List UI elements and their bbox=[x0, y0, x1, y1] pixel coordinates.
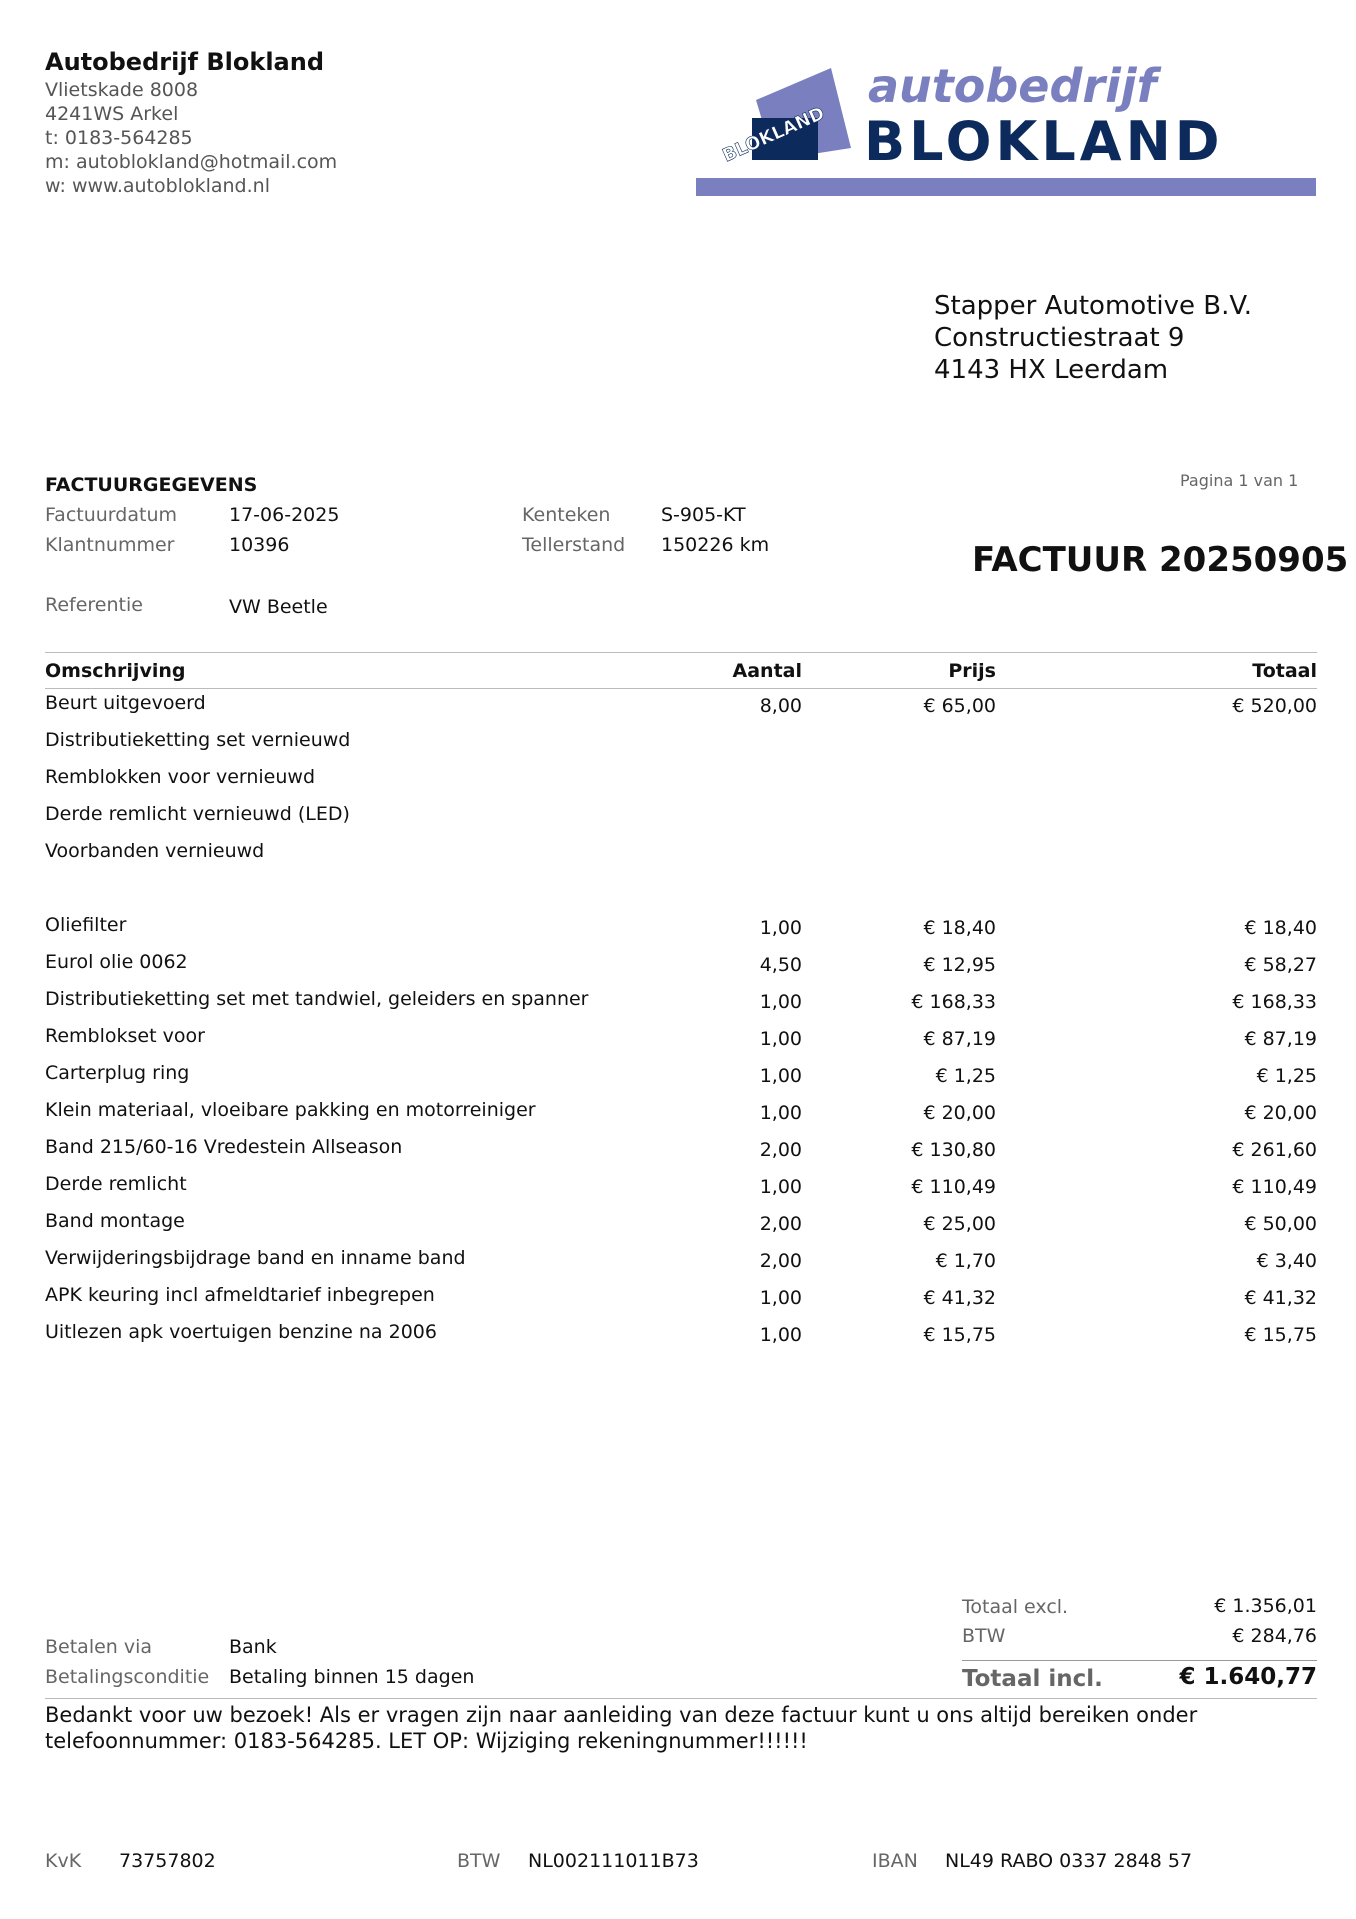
row-qty: 1,00 bbox=[759, 991, 802, 1013]
company-phone: t: 0183-564285 bbox=[45, 127, 193, 149]
row-qty: 2,00 bbox=[759, 1213, 802, 1235]
company-city: 4241WS Arkel bbox=[45, 103, 179, 125]
table-row bbox=[0, 1321, 1356, 1351]
row-qty: 1,00 bbox=[759, 1065, 802, 1087]
table-row bbox=[0, 1025, 1356, 1055]
row-description: APK keuring incl afmeldtarief inbegrepen bbox=[45, 1284, 435, 1306]
company-address: Vlietskade 8008 bbox=[45, 79, 199, 101]
row-qty: 1,00 bbox=[759, 1028, 802, 1050]
row-price: € 1,70 bbox=[935, 1250, 996, 1272]
row-total: € 3,40 bbox=[1256, 1250, 1317, 1272]
row-qty: 1,00 bbox=[759, 917, 802, 939]
row-qty: 1,00 bbox=[759, 1287, 802, 1309]
table-row bbox=[0, 803, 1356, 833]
row-total: € 110,49 bbox=[1232, 1176, 1317, 1198]
company-email: m: autoblokland@hotmail.com bbox=[45, 151, 338, 173]
payment-condition: Betaling binnen 15 dagen bbox=[229, 1666, 475, 1688]
thank-you-message: Bedankt voor uw bezoek! Als er vragen zijn naar aanleiding van deze factuur kunt u ons altijd bereiken onder telefoonnummer: 0183-564285. LET OP: Wijziging rekeningnummer!!!!!! bbox=[45, 1703, 1198, 1753]
table-header-divider bbox=[45, 688, 1317, 689]
invoice-date-label: Factuurdatum bbox=[45, 504, 177, 526]
payment-method: Bank bbox=[229, 1636, 277, 1658]
row-price: € 168,33 bbox=[911, 991, 996, 1013]
vat-amount: € 284,76 bbox=[1232, 1625, 1317, 1647]
row-price: € 1,25 bbox=[935, 1065, 996, 1087]
row-description: Derde remlicht bbox=[45, 1173, 187, 1195]
row-description: Remblokset voor bbox=[45, 1025, 205, 1047]
row-description: Uitlezen apk voertuigen benzine na 2006 bbox=[45, 1321, 437, 1343]
odometer: 150226 km bbox=[661, 534, 770, 556]
total-excl: € 1.356,01 bbox=[1214, 1595, 1317, 1617]
row-description: Verwijderingsbijdrage band en inname band bbox=[45, 1247, 466, 1269]
row-description: Beurt uitgevoerd bbox=[45, 692, 206, 714]
customer-number-label: Klantnummer bbox=[45, 534, 175, 556]
row-price: € 65,00 bbox=[923, 695, 996, 717]
row-price: € 12,95 bbox=[923, 954, 996, 976]
table-row bbox=[0, 1099, 1356, 1129]
invoice-date: 17-06-2025 bbox=[229, 504, 340, 526]
kvk-label: KvK bbox=[45, 1850, 82, 1872]
iban-label: IBAN bbox=[872, 1850, 918, 1872]
company-website: w: www.autoblokland.nl bbox=[45, 175, 270, 197]
logo-badge-text: BLOKLAND bbox=[719, 102, 828, 167]
recipient-name: Stapper Automotive B.V. bbox=[934, 291, 1253, 321]
row-qty: 2,00 bbox=[759, 1139, 802, 1161]
reference: VW Beetle bbox=[229, 596, 328, 618]
row-qty: 1,00 bbox=[759, 1102, 802, 1124]
row-qty: 1,00 bbox=[759, 1324, 802, 1346]
totals-divider bbox=[962, 1660, 1317, 1661]
iban-number: NL49 RABO 0337 2848 57 bbox=[945, 1850, 1193, 1872]
table-row bbox=[0, 692, 1356, 722]
row-price: € 15,75 bbox=[923, 1324, 996, 1346]
row-description: Remblokken voor vernieuwd bbox=[45, 766, 316, 788]
table-row bbox=[0, 1136, 1356, 1166]
kvk-number: 73757802 bbox=[119, 1850, 216, 1872]
column-header-qty: Aantal bbox=[732, 660, 802, 682]
row-price: € 41,32 bbox=[923, 1287, 996, 1309]
row-description: Carterplug ring bbox=[45, 1062, 190, 1084]
logo-underline-bar bbox=[696, 178, 1316, 196]
row-total: € 15,75 bbox=[1244, 1324, 1317, 1346]
logo-line1: autobedrijf bbox=[868, 60, 1157, 113]
row-qty: 2,00 bbox=[759, 1250, 802, 1272]
row-price: € 18,40 bbox=[923, 917, 996, 939]
recipient-address bbox=[934, 290, 1252, 386]
row-price: € 110,49 bbox=[911, 1176, 996, 1198]
company-contact bbox=[45, 78, 337, 198]
recipient-city: 4143 HX Leerdam bbox=[934, 355, 1169, 385]
row-total: € 168,33 bbox=[1232, 991, 1317, 1013]
invoice-title: FACTUUR 20250905 bbox=[972, 540, 1349, 580]
row-total: € 18,40 bbox=[1244, 917, 1317, 939]
table-row bbox=[0, 1210, 1356, 1240]
row-price: € 130,80 bbox=[911, 1139, 996, 1161]
row-description: Oliefilter bbox=[45, 914, 127, 936]
row-total: € 41,32 bbox=[1244, 1287, 1317, 1309]
table-row bbox=[0, 766, 1356, 796]
license-plate: S-905-KT bbox=[661, 504, 746, 526]
row-total: € 520,00 bbox=[1232, 695, 1317, 717]
odometer-label: Tellerstand bbox=[522, 534, 626, 556]
row-total: € 87,19 bbox=[1244, 1028, 1317, 1050]
row-price: € 20,00 bbox=[923, 1102, 996, 1124]
row-total: € 261,60 bbox=[1232, 1139, 1317, 1161]
row-price: € 25,00 bbox=[923, 1213, 996, 1235]
row-description: Distributieketting set vernieuwd bbox=[45, 729, 351, 751]
customer-number: 10396 bbox=[229, 534, 290, 556]
row-description: Distributieketting set met tandwiel, geleiders en spanner bbox=[45, 988, 589, 1010]
table-row bbox=[0, 914, 1356, 944]
row-description: Eurol olie 0062 bbox=[45, 951, 188, 973]
recipient-street: Constructiestraat 9 bbox=[934, 323, 1185, 353]
total-incl-label: Totaal incl. bbox=[962, 1666, 1103, 1692]
row-total: € 50,00 bbox=[1244, 1213, 1317, 1235]
page-number: Pagina 1 van 1 bbox=[1180, 471, 1299, 490]
total-excl-label: Totaal excl. bbox=[962, 1596, 1069, 1618]
btw-label: BTW bbox=[457, 1850, 501, 1872]
row-description: Band 215/60-16 Vredestein Allseason bbox=[45, 1136, 403, 1158]
table-row bbox=[0, 1173, 1356, 1203]
vat-label: BTW bbox=[962, 1625, 1006, 1647]
row-qty: 1,00 bbox=[759, 1176, 802, 1198]
table-row bbox=[0, 988, 1356, 1018]
license-plate-label: Kenteken bbox=[522, 504, 611, 526]
table-row bbox=[0, 1247, 1356, 1277]
row-qty: 8,00 bbox=[759, 695, 802, 717]
row-description: Klein materiaal, vloeibare pakking en motorreiniger bbox=[45, 1099, 536, 1121]
company-name: Autobedrijf Blokland bbox=[45, 48, 324, 76]
column-header-total: Totaal bbox=[1252, 660, 1317, 682]
row-total: € 1,25 bbox=[1256, 1065, 1317, 1087]
row-description: Voorbanden vernieuwd bbox=[45, 840, 265, 862]
row-description: Derde remlicht vernieuwd (LED) bbox=[45, 803, 350, 825]
payment-divider bbox=[45, 1698, 1317, 1699]
payment-condition-label: Betalingsconditie bbox=[45, 1666, 210, 1688]
reference-label: Referentie bbox=[45, 594, 143, 616]
table-row bbox=[0, 1062, 1356, 1092]
btw-number: NL002111011B73 bbox=[528, 1850, 699, 1872]
row-total: € 20,00 bbox=[1244, 1102, 1317, 1124]
table-top-divider bbox=[45, 652, 1317, 653]
logo-line2: BLOKLAND bbox=[864, 110, 1224, 173]
company-logo bbox=[696, 60, 1316, 200]
column-header-price: Prijs bbox=[948, 660, 996, 682]
row-description: Band montage bbox=[45, 1210, 185, 1232]
table-row bbox=[0, 951, 1356, 981]
payment-method-label: Betalen via bbox=[45, 1636, 153, 1658]
column-header-description: Omschrijving bbox=[45, 660, 186, 682]
row-price: € 87,19 bbox=[923, 1028, 996, 1050]
row-total: € 58,27 bbox=[1244, 954, 1317, 976]
table-row bbox=[0, 729, 1356, 759]
row-qty: 4,50 bbox=[759, 954, 802, 976]
table-row bbox=[0, 840, 1356, 870]
invoice-details-title: FACTUURGEGEVENS bbox=[45, 474, 258, 496]
table-row bbox=[0, 1284, 1356, 1314]
total-incl: € 1.640,77 bbox=[1179, 1664, 1317, 1690]
